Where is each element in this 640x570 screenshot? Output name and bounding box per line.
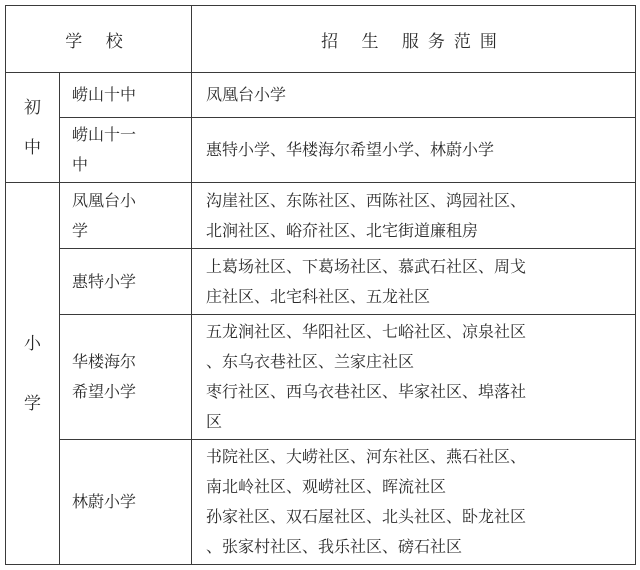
school-name-line: 华楼海尔 <box>72 352 137 371</box>
school-cell <box>60 118 192 183</box>
level-cell-primary <box>6 183 60 565</box>
school-cell <box>60 183 192 249</box>
school-name-line: 中 <box>72 155 89 174</box>
area-line: 上葛场社区、下葛场社区、慕武石社区、周戈 <box>206 256 527 276</box>
area-line: 凤凰台小学 <box>206 85 287 104</box>
school-cell <box>60 315 192 440</box>
level-char: 中 <box>24 137 41 158</box>
school-cell <box>60 440 192 565</box>
school-name-line: 崂山十中 <box>72 85 137 104</box>
table-row <box>6 249 636 315</box>
area-line: 区 <box>206 412 223 431</box>
area-line: 南北岭社区、观崂社区、晖流社区 <box>206 477 447 496</box>
area-line: 、张家村社区、我乐社区、磅石社区 <box>206 537 463 556</box>
table-row <box>6 73 636 118</box>
area-line: 孙家社区、双石屋社区、北头社区、卧龙社区 <box>206 507 527 526</box>
area-cell <box>192 118 636 183</box>
table-row <box>6 315 636 440</box>
area-line: 、东乌衣巷社区、兰家庄社区 <box>206 352 415 371</box>
school-cell <box>60 249 192 315</box>
school-name-line: 学 <box>72 220 89 240</box>
level-char: 学 <box>24 393 41 414</box>
level-cell-junior-high <box>6 73 60 183</box>
table-row <box>6 118 636 183</box>
level-char: 初 <box>24 97 41 118</box>
area-cell <box>192 249 636 315</box>
school-name-line: 林蔚小学 <box>72 492 137 511</box>
school-column-header: 学 校 <box>6 6 192 73</box>
level-char: 小 <box>24 333 41 354</box>
school-name-line: 凤凰台小 <box>72 190 137 210</box>
area-line: 北涧社区、峪夼社区、北宅街道廉租房 <box>206 220 479 240</box>
area-column-header: 招 生 服务范围 <box>192 6 636 73</box>
area-line: 书院社区、大崂社区、河东社区、燕石社区、 <box>206 447 527 466</box>
school-cell <box>60 73 192 118</box>
area-cell <box>192 73 636 118</box>
table-row <box>6 440 636 565</box>
table-header-row <box>6 6 636 73</box>
school-name-line: 惠特小学 <box>72 271 137 291</box>
school-name-line: 崂山十一 <box>72 125 137 144</box>
area-cell <box>192 183 636 249</box>
area-line: 庄社区、北宅科社区、五龙社区 <box>206 286 431 306</box>
area-line: 惠特小学、华楼海尔希望小学、林蔚小学 <box>206 140 495 159</box>
area-line: 沟崖社区、东陈社区、西陈社区、鸿园社区、 <box>206 190 527 210</box>
area-line: 五龙涧社区、华阳社区、七峪社区、凉泉社区 <box>206 322 527 341</box>
area-line: 枣行社区、西乌衣巷社区、毕家社区、埠落社 <box>206 382 527 401</box>
table-row <box>6 183 636 249</box>
area-cell <box>192 315 636 440</box>
school-name-line: 希望小学 <box>72 382 137 401</box>
area-cell <box>192 440 636 565</box>
enrollment-zone-table <box>5 5 636 565</box>
